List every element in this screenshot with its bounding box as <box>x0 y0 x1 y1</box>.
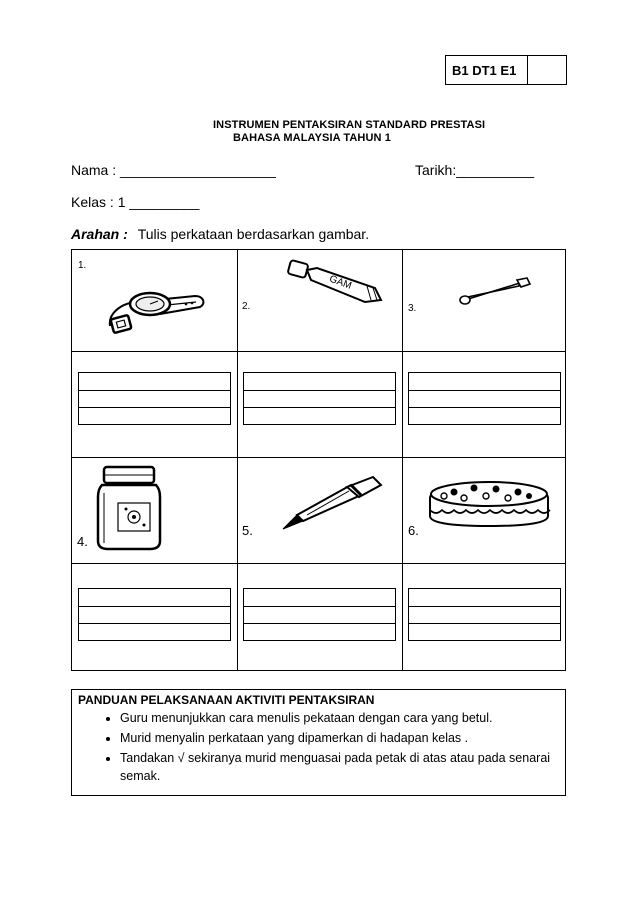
glue-tube-icon <box>287 256 387 306</box>
jar-icon <box>94 463 164 553</box>
item-number-5: 5. <box>242 523 253 538</box>
item-number-1: 1. <box>78 260 87 271</box>
tarikh-field: Tarikh:__________ <box>415 162 535 178</box>
item-number-6: 6. <box>408 523 419 538</box>
title-line-2: BAHASA MALAYSIA TAHUN 1 <box>233 132 391 144</box>
writing-lines-2[interactable] <box>243 372 396 425</box>
guide-box <box>71 689 566 796</box>
code-blank-cell <box>528 56 566 84</box>
instruction-text: Tulis perkataan berdasarkan gambar. <box>137 226 370 242</box>
kelas-field: Kelas : 1 _________ <box>71 194 200 210</box>
writing-lines-1[interactable] <box>78 372 231 425</box>
guide-bullet-1: • Guru menunjukkan cara menulis pekataan dengan cara yang betul. <box>120 709 559 727</box>
instruction-label: Arahan : <box>71 226 128 242</box>
writing-lines-4[interactable] <box>78 588 231 641</box>
title-line-1: INSTRUMEN PENTAKSIRAN STANDARD PRESTASI <box>213 119 486 131</box>
guide-title: PANDUAN PELAKSANAAN AKTIVITI PENTAKSIRAN <box>78 693 375 707</box>
pen-icon <box>277 475 387 535</box>
cake-icon <box>424 468 554 530</box>
guide-bullet-3: • Tandakan √ sekiranya murid menguasai pada petak di atas atau pada senarai semak. <box>120 749 559 785</box>
watch-icon <box>100 274 210 336</box>
writing-lines-6[interactable] <box>408 588 561 641</box>
nama-field: Nama : ____________________ <box>71 162 276 178</box>
answer-grid <box>71 249 566 671</box>
writing-lines-5[interactable] <box>243 588 396 641</box>
item-number-3: 3. <box>408 303 417 314</box>
writing-lines-3[interactable] <box>408 372 561 425</box>
safety-pin-icon <box>457 274 537 308</box>
code-label: B1 DT1 E1 <box>446 56 528 84</box>
instruction <box>71 226 369 242</box>
guide-bullet-2: • Murid menyalin perkataan yang dipamerkan di hadapan kelas . <box>120 729 559 747</box>
code-box <box>445 55 567 85</box>
item-number-4: 4. <box>77 534 88 549</box>
item-number-2: 2. <box>242 301 251 312</box>
guide-list <box>78 709 559 785</box>
glue-label: GAM <box>327 273 353 292</box>
